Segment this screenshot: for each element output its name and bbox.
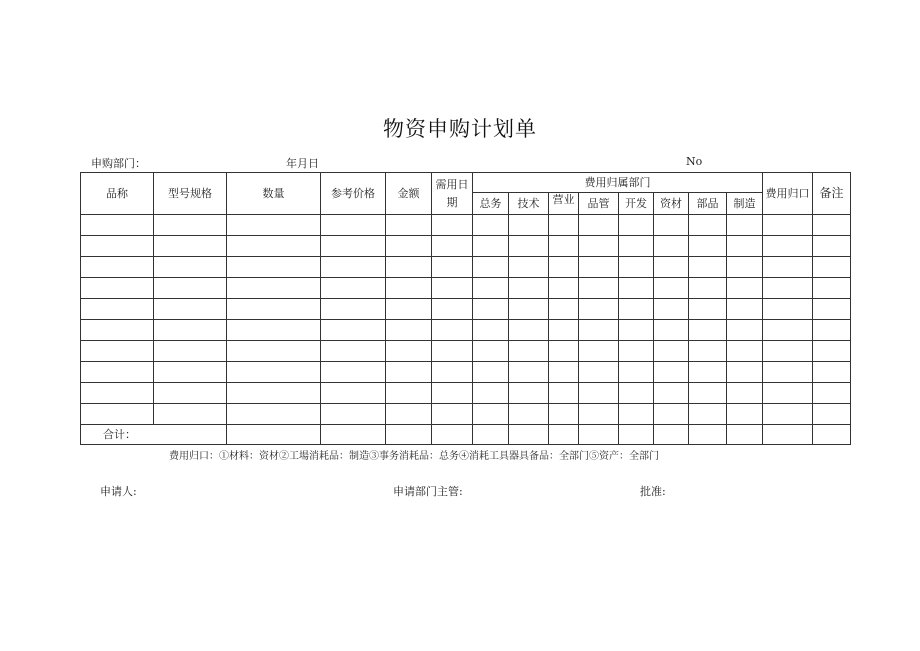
total-cell[interactable] bbox=[763, 425, 813, 445]
table-cell[interactable] bbox=[227, 320, 321, 341]
table-cell[interactable] bbox=[432, 257, 473, 278]
table-cell[interactable] bbox=[432, 341, 473, 362]
table-cell[interactable] bbox=[81, 215, 154, 236]
table-cell[interactable] bbox=[154, 257, 227, 278]
table-cell[interactable] bbox=[619, 257, 654, 278]
table-cell[interactable] bbox=[727, 257, 763, 278]
table-cell[interactable] bbox=[654, 341, 689, 362]
table-cell[interactable] bbox=[386, 299, 432, 320]
table-cell[interactable] bbox=[227, 236, 321, 257]
sub-header-materials: 资材 bbox=[654, 193, 689, 215]
table-cell[interactable] bbox=[619, 320, 654, 341]
table-cell[interactable] bbox=[154, 320, 227, 341]
table-cell[interactable] bbox=[689, 257, 727, 278]
table-cell[interactable] bbox=[619, 299, 654, 320]
table-cell[interactable] bbox=[227, 299, 321, 320]
sub-header-quality: 品管 bbox=[579, 193, 619, 215]
table-cell[interactable] bbox=[813, 215, 851, 236]
table-cell[interactable] bbox=[473, 278, 509, 299]
table-row bbox=[81, 236, 851, 257]
table-cell[interactable] bbox=[654, 383, 689, 404]
dept-supervisor-label: 申请部门主管: bbox=[393, 485, 463, 498]
table-cell[interactable] bbox=[473, 341, 509, 362]
sub-header-general-affairs: 总务 bbox=[473, 193, 509, 215]
table-cell[interactable] bbox=[579, 404, 619, 425]
table-cell[interactable] bbox=[727, 362, 763, 383]
table-row bbox=[81, 383, 851, 404]
table-cell[interactable] bbox=[619, 362, 654, 383]
col-header-amount: 金额 bbox=[386, 173, 432, 215]
table-cell[interactable] bbox=[689, 341, 727, 362]
table-cell[interactable] bbox=[763, 257, 813, 278]
table-cell[interactable] bbox=[689, 404, 727, 425]
purchase-plan-table bbox=[80, 172, 851, 445]
total-cell[interactable] bbox=[386, 425, 432, 445]
table-row bbox=[81, 278, 851, 299]
table-cell[interactable] bbox=[432, 215, 473, 236]
table-cell[interactable] bbox=[689, 236, 727, 257]
table-cell[interactable] bbox=[227, 278, 321, 299]
approval-label: 批准: bbox=[640, 485, 666, 498]
table-cell[interactable] bbox=[321, 215, 386, 236]
table-cell[interactable] bbox=[386, 257, 432, 278]
total-cell[interactable] bbox=[689, 425, 727, 445]
table-cell[interactable] bbox=[321, 320, 386, 341]
total-cell[interactable] bbox=[813, 425, 851, 445]
total-cell[interactable] bbox=[432, 425, 473, 445]
table-cell[interactable] bbox=[654, 257, 689, 278]
date-label: 年月日 bbox=[286, 157, 319, 170]
table-row bbox=[81, 299, 851, 320]
total-cell[interactable] bbox=[321, 425, 386, 445]
table-cell[interactable] bbox=[813, 383, 851, 404]
table-cell[interactable] bbox=[509, 341, 549, 362]
table-cell[interactable] bbox=[654, 404, 689, 425]
table-cell[interactable] bbox=[813, 404, 851, 425]
table-cell[interactable] bbox=[386, 236, 432, 257]
table-cell[interactable] bbox=[654, 299, 689, 320]
table-cell[interactable] bbox=[81, 236, 154, 257]
total-cell[interactable] bbox=[579, 425, 619, 445]
table-cell[interactable] bbox=[813, 299, 851, 320]
table-cell[interactable] bbox=[386, 320, 432, 341]
table-cell[interactable] bbox=[727, 215, 763, 236]
table-cell[interactable] bbox=[321, 278, 386, 299]
table-cell[interactable] bbox=[509, 383, 549, 404]
table-cell[interactable] bbox=[763, 362, 813, 383]
col-header-dept-group: 费用归属部门 bbox=[473, 173, 763, 193]
table-cell[interactable] bbox=[509, 362, 549, 383]
table-cell[interactable] bbox=[813, 236, 851, 257]
total-cell[interactable] bbox=[727, 425, 763, 445]
table-cell[interactable] bbox=[727, 236, 763, 257]
table-cell[interactable] bbox=[763, 404, 813, 425]
table-cell[interactable] bbox=[154, 383, 227, 404]
table-cell[interactable] bbox=[227, 383, 321, 404]
table-cell[interactable] bbox=[321, 341, 386, 362]
table-cell[interactable] bbox=[763, 299, 813, 320]
table-cell[interactable] bbox=[549, 320, 579, 341]
table-cell[interactable] bbox=[81, 278, 154, 299]
table-cell[interactable] bbox=[154, 236, 227, 257]
table-cell[interactable] bbox=[81, 341, 154, 362]
table-cell[interactable] bbox=[432, 278, 473, 299]
header-row-1 bbox=[81, 173, 851, 193]
table-cell[interactable] bbox=[619, 341, 654, 362]
table-cell[interactable] bbox=[432, 362, 473, 383]
table-cell[interactable] bbox=[386, 341, 432, 362]
table-cell[interactable] bbox=[321, 383, 386, 404]
table-cell[interactable] bbox=[432, 383, 473, 404]
total-cell[interactable] bbox=[619, 425, 654, 445]
table-cell[interactable] bbox=[321, 404, 386, 425]
sub-header-sales: 营业 bbox=[549, 193, 579, 215]
sub-header-manufacturing: 制造 bbox=[727, 193, 763, 215]
table-cell[interactable] bbox=[579, 278, 619, 299]
col-header-remark: 备注 bbox=[813, 173, 851, 215]
table-cell[interactable] bbox=[579, 215, 619, 236]
purchasing-dept-label: 申购部门： bbox=[91, 157, 146, 170]
table-row bbox=[81, 257, 851, 278]
table-row bbox=[81, 341, 851, 362]
table-cell[interactable] bbox=[321, 362, 386, 383]
table-cell[interactable] bbox=[509, 404, 549, 425]
table-cell[interactable] bbox=[509, 257, 549, 278]
table-cell[interactable] bbox=[619, 404, 654, 425]
col-header-name: 品称 bbox=[81, 173, 154, 215]
table-cell[interactable] bbox=[549, 341, 579, 362]
table-cell[interactable] bbox=[473, 404, 509, 425]
table-cell[interactable] bbox=[473, 215, 509, 236]
table-cell[interactable] bbox=[619, 278, 654, 299]
table-cell[interactable] bbox=[813, 320, 851, 341]
table-cell[interactable] bbox=[227, 362, 321, 383]
table-cell[interactable] bbox=[579, 236, 619, 257]
table-cell[interactable] bbox=[549, 362, 579, 383]
total-cell[interactable] bbox=[473, 425, 509, 445]
table-cell[interactable] bbox=[689, 215, 727, 236]
total-cell[interactable] bbox=[509, 425, 549, 445]
col-header-need-date: 需用日期 bbox=[432, 173, 473, 215]
table-cell[interactable] bbox=[654, 320, 689, 341]
table-cell[interactable] bbox=[321, 236, 386, 257]
table-cell[interactable] bbox=[579, 341, 619, 362]
table-cell[interactable] bbox=[727, 404, 763, 425]
col-header-model: 型号规格 bbox=[154, 173, 227, 215]
sub-header-technology: 技术 bbox=[509, 193, 549, 215]
table-cell[interactable] bbox=[509, 320, 549, 341]
table-cell[interactable] bbox=[81, 299, 154, 320]
table-cell[interactable] bbox=[689, 383, 727, 404]
table-cell[interactable] bbox=[509, 215, 549, 236]
table-cell[interactable] bbox=[813, 257, 851, 278]
table-cell[interactable] bbox=[386, 215, 432, 236]
table-cell[interactable] bbox=[432, 404, 473, 425]
table-cell[interactable] bbox=[579, 257, 619, 278]
table-cell[interactable] bbox=[654, 362, 689, 383]
table-cell[interactable] bbox=[81, 404, 154, 425]
table-cell[interactable] bbox=[473, 236, 509, 257]
table-cell[interactable] bbox=[432, 299, 473, 320]
table-cell[interactable] bbox=[763, 236, 813, 257]
table-cell[interactable] bbox=[386, 362, 432, 383]
total-cell[interactable] bbox=[227, 425, 321, 445]
table-cell[interactable] bbox=[81, 362, 154, 383]
table-cell[interactable] bbox=[654, 215, 689, 236]
table-cell[interactable] bbox=[549, 383, 579, 404]
table-cell[interactable] bbox=[549, 404, 579, 425]
table-cell[interactable] bbox=[473, 257, 509, 278]
total-cell[interactable] bbox=[549, 425, 579, 445]
table-cell[interactable] bbox=[227, 215, 321, 236]
table-cell[interactable] bbox=[813, 278, 851, 299]
table-cell[interactable] bbox=[549, 215, 579, 236]
table-cell[interactable] bbox=[154, 299, 227, 320]
table-cell[interactable] bbox=[227, 257, 321, 278]
form-number-label: No bbox=[686, 155, 703, 168]
table-row bbox=[81, 362, 851, 383]
table-cell[interactable] bbox=[81, 383, 154, 404]
table-cell[interactable] bbox=[154, 404, 227, 425]
table-cell[interactable] bbox=[386, 278, 432, 299]
expense-category-note: 费用归口：①材料：资材②工場消耗品：制造③事务消耗品：总务④消耗工具器具备品：全部门⑤资产：全部门 bbox=[169, 451, 659, 462]
table-cell[interactable] bbox=[549, 299, 579, 320]
table-cell[interactable] bbox=[579, 299, 619, 320]
table-cell[interactable] bbox=[154, 341, 227, 362]
table-cell[interactable] bbox=[619, 236, 654, 257]
table-cell[interactable] bbox=[727, 278, 763, 299]
table-cell[interactable] bbox=[579, 320, 619, 341]
table-cell[interactable] bbox=[473, 362, 509, 383]
table-cell[interactable] bbox=[763, 320, 813, 341]
table-row bbox=[81, 404, 851, 425]
table-cell[interactable] bbox=[227, 341, 321, 362]
total-label: 合计： bbox=[81, 425, 227, 445]
table-cell[interactable] bbox=[579, 383, 619, 404]
table-cell[interactable] bbox=[549, 278, 579, 299]
table-cell[interactable] bbox=[813, 341, 851, 362]
total-cell[interactable] bbox=[654, 425, 689, 445]
table-cell[interactable] bbox=[654, 236, 689, 257]
table-cell[interactable] bbox=[81, 320, 154, 341]
table-cell[interactable] bbox=[227, 404, 321, 425]
table-row bbox=[81, 320, 851, 341]
table-cell[interactable] bbox=[689, 299, 727, 320]
table-cell[interactable] bbox=[154, 362, 227, 383]
table-cell[interactable] bbox=[689, 278, 727, 299]
table-cell[interactable] bbox=[81, 257, 154, 278]
table-cell[interactable] bbox=[432, 236, 473, 257]
table-cell[interactable] bbox=[619, 215, 654, 236]
table-cell[interactable] bbox=[321, 299, 386, 320]
table-cell[interactable] bbox=[549, 236, 579, 257]
table-cell[interactable] bbox=[727, 320, 763, 341]
form-title: 物资申购计划单 bbox=[383, 117, 537, 141]
table-cell[interactable] bbox=[727, 383, 763, 404]
table-cell[interactable] bbox=[763, 341, 813, 362]
table-cell[interactable] bbox=[321, 257, 386, 278]
table-cell[interactable] bbox=[689, 362, 727, 383]
col-header-ref-price: 参考价格 bbox=[321, 173, 386, 215]
table-cell[interactable] bbox=[549, 257, 579, 278]
table-cell[interactable] bbox=[509, 299, 549, 320]
table-cell[interactable] bbox=[727, 341, 763, 362]
sub-header-development: 开发 bbox=[619, 193, 654, 215]
table-cell[interactable] bbox=[473, 383, 509, 404]
applicant-label: 申请人: bbox=[100, 485, 137, 498]
table-cell[interactable] bbox=[689, 320, 727, 341]
table-cell[interactable] bbox=[386, 404, 432, 425]
table-cell[interactable] bbox=[432, 320, 473, 341]
table-cell[interactable] bbox=[473, 320, 509, 341]
sub-header-parts: 部品 bbox=[689, 193, 727, 215]
table-cell[interactable] bbox=[473, 299, 509, 320]
table-cell[interactable] bbox=[727, 299, 763, 320]
table-cell[interactable] bbox=[763, 383, 813, 404]
table-cell[interactable] bbox=[813, 362, 851, 383]
table-cell[interactable] bbox=[763, 278, 813, 299]
table-cell[interactable] bbox=[509, 278, 549, 299]
col-header-expense-category: 费用归口 bbox=[763, 173, 813, 215]
table-cell[interactable] bbox=[509, 236, 549, 257]
table-cell[interactable] bbox=[654, 278, 689, 299]
table-cell[interactable] bbox=[579, 362, 619, 383]
table-cell[interactable] bbox=[154, 215, 227, 236]
table-cell[interactable] bbox=[763, 215, 813, 236]
col-header-qty: 数量 bbox=[227, 173, 321, 215]
table-cell[interactable] bbox=[619, 383, 654, 404]
table-cell[interactable] bbox=[386, 383, 432, 404]
table-cell[interactable] bbox=[154, 278, 227, 299]
total-row bbox=[81, 425, 851, 445]
table-row bbox=[81, 215, 851, 236]
